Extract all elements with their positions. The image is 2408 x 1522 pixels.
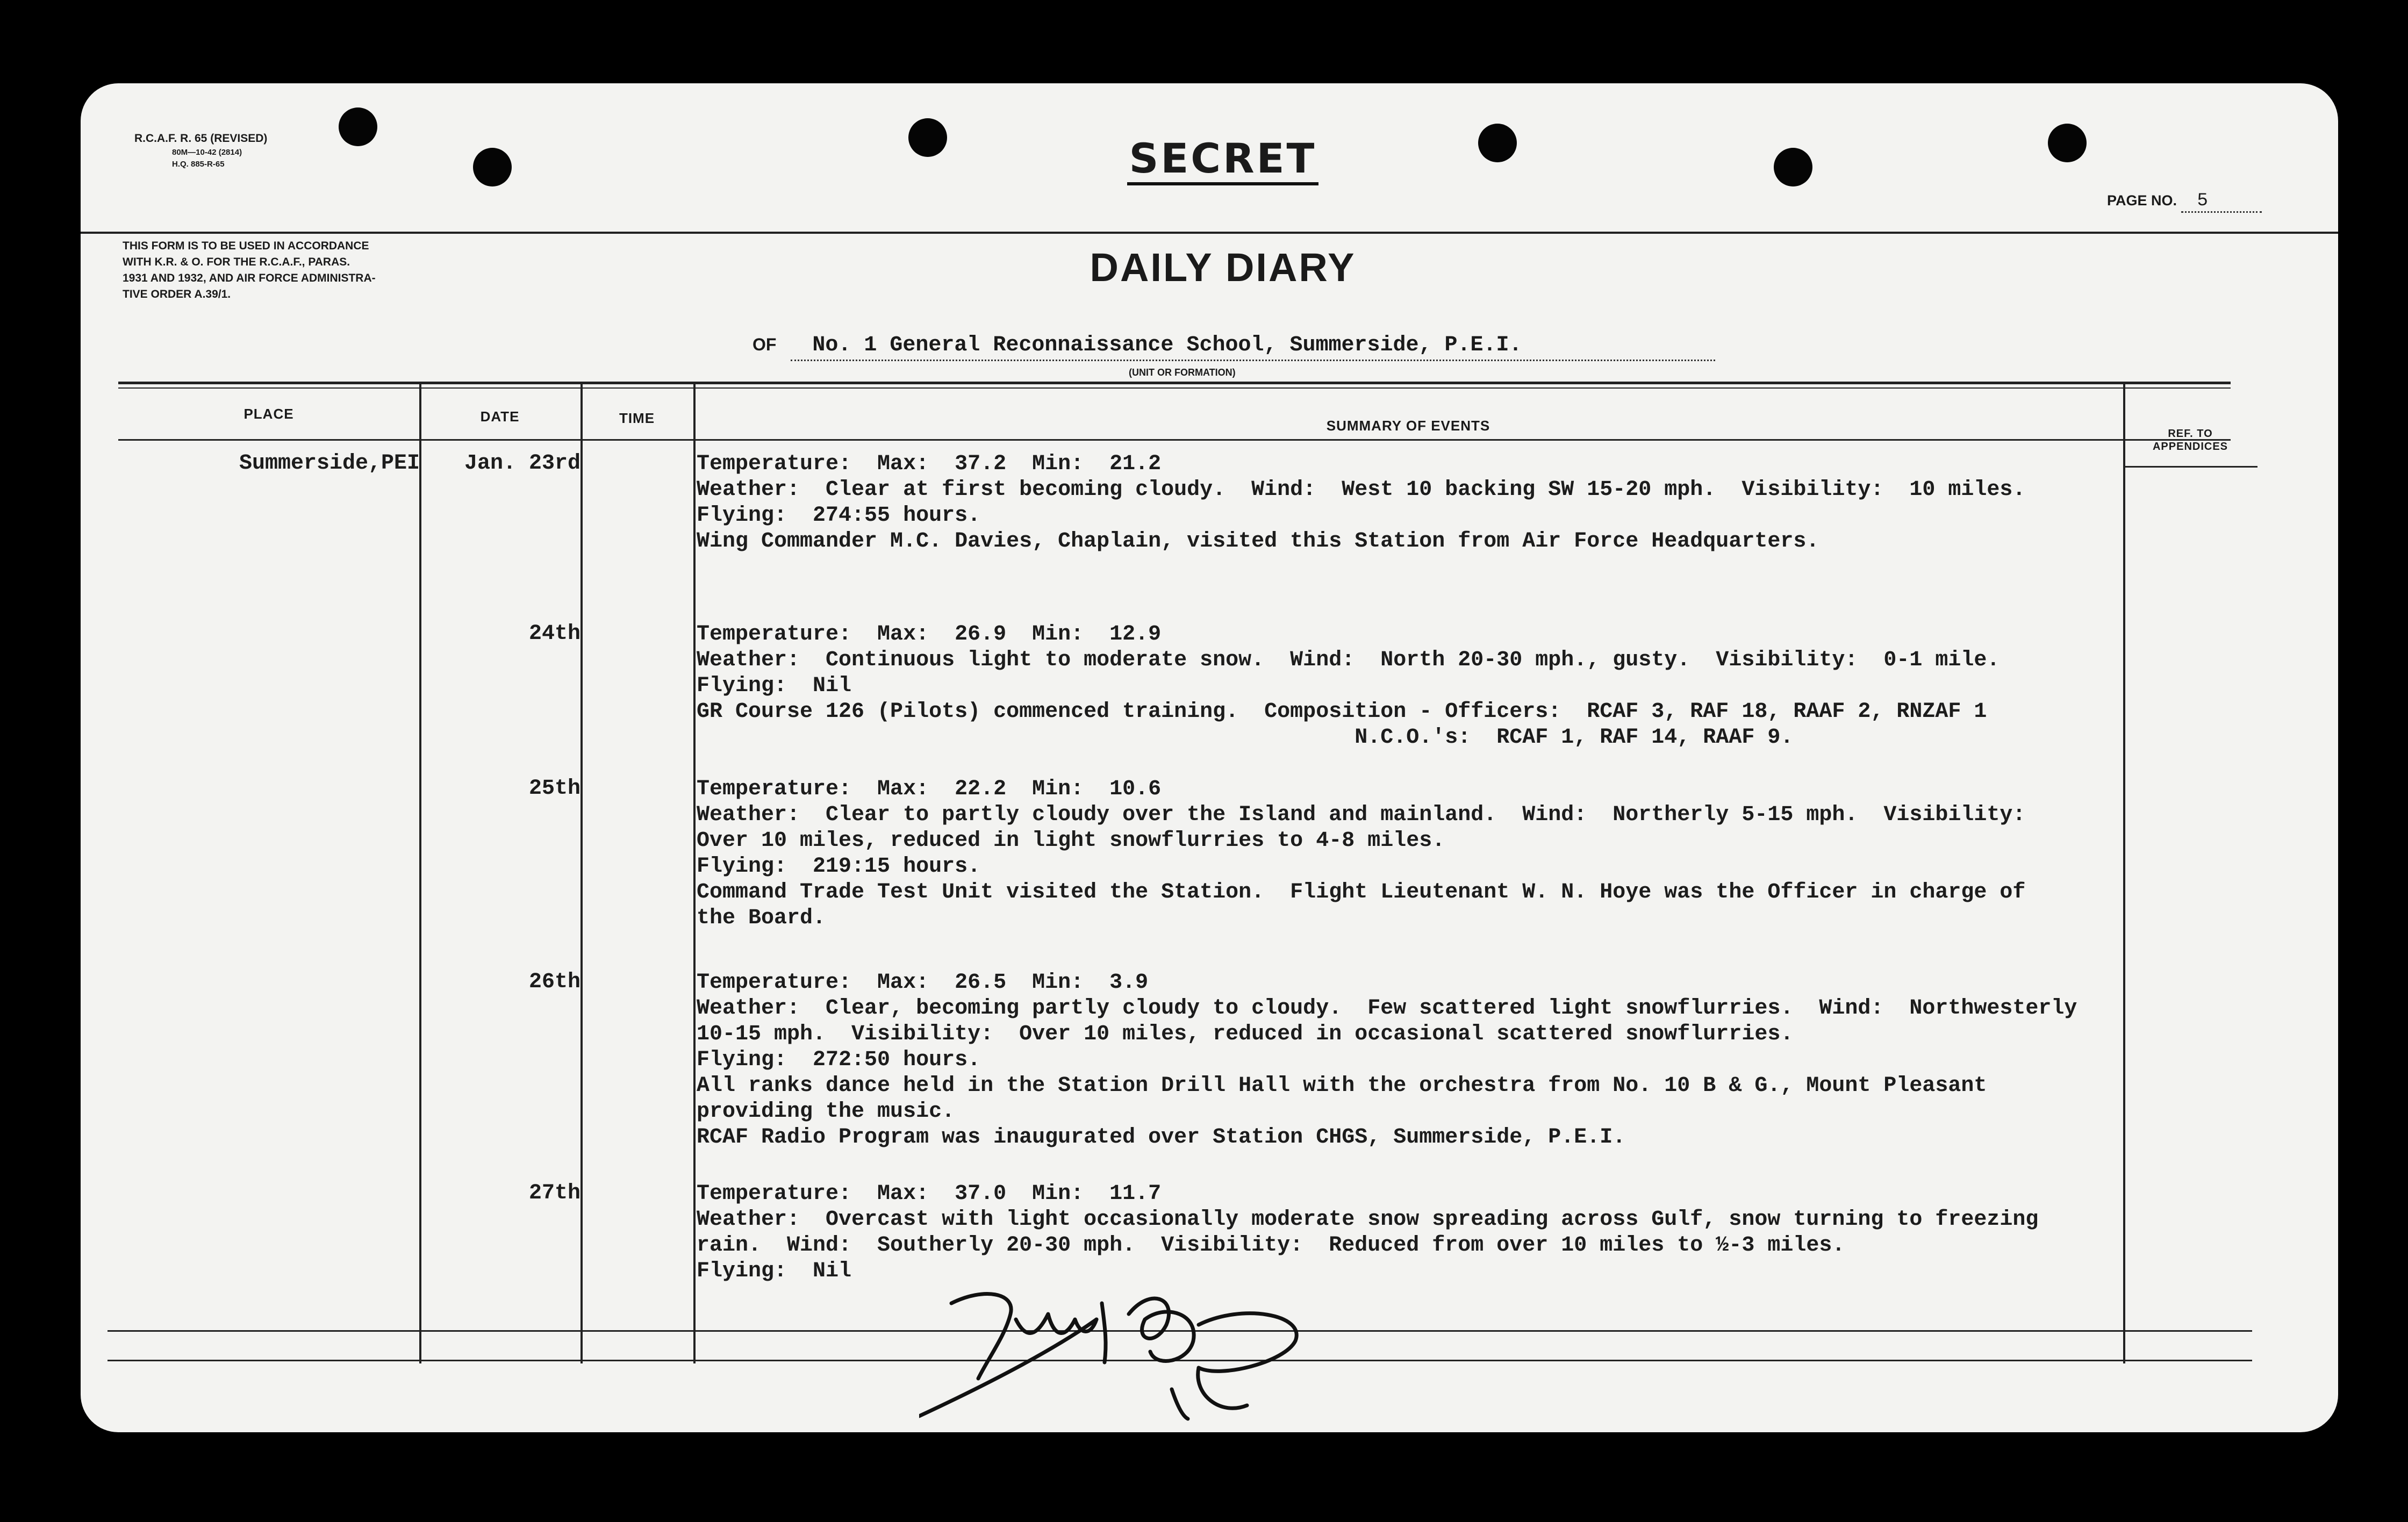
- event-line: N.C.O.'s: RCAF 1, RAF 14, RAAF 9.: [697, 726, 1794, 750]
- unit-caption: (UNIT OR FORMATION): [1129, 367, 1236, 378]
- place-value: Summerside,PEI: [239, 451, 420, 476]
- event-line: RCAF Radio Program was inaugurated over Station CHGS, Summerside, P.E.I.: [697, 1125, 1626, 1150]
- column-divider: [693, 384, 696, 1363]
- event-line: GR Course 126 (Pilots) commenced training. Composition - Officers: RCAF 3, RAF 18, RAAF 2, RNZAF 1: [697, 700, 1987, 724]
- handwritten-signature: [919, 1255, 1457, 1427]
- secret-label: SECRET: [1127, 134, 1319, 185]
- page-title: DAILY DIARY: [1090, 245, 1356, 290]
- ref-header-line: APPENDICES: [2152, 441, 2228, 453]
- entry-date: 24th: [528, 622, 580, 646]
- ref-header-line: REF. TO: [2168, 428, 2213, 440]
- date-column: [403, 83, 580, 1319]
- column-header-date: DATE: [480, 408, 520, 425]
- entry-date: 26th: [528, 970, 580, 994]
- ref-header-rule: [2123, 466, 2258, 468]
- instruction-line: THIS FORM IS TO BE USED IN ACCORDANCE: [123, 240, 369, 252]
- column-header-summary: SUMMARY OF EVENTS: [1326, 418, 1490, 434]
- column-divider: [580, 384, 583, 1363]
- unit-line: [752, 333, 1715, 361]
- of-label: OF: [752, 335, 777, 354]
- form-hq-code: H.Q. 885-R-65: [172, 160, 225, 169]
- column-header-place: PLACE: [243, 406, 294, 422]
- entry-date: Jan. 23rd: [464, 451, 580, 476]
- event-line: Flying: 274:55 hours.: [697, 504, 981, 528]
- event-line: Weather: Clear, becoming partly cloudy to cloudy. Few scattered light snowflurries. Wind: Northwesterly: [697, 996, 2077, 1021]
- instruction-line: WITH K.R. & O. FOR THE R.C.A.F., PARAS.: [123, 256, 350, 268]
- event-line: Weather: Clear to partly cloudy over the Island and mainland. Wind: Northerly 5-15 mph. Visibility:: [697, 803, 2026, 827]
- event-line: Temperature: Max: 37.0 Min: 11.7: [697, 1182, 1162, 1206]
- form-print-code: 80M—10-42 (2814): [172, 148, 242, 157]
- page-number: [2107, 191, 2262, 213]
- event-line: All ranks dance held in the Station Drill Hall with the orchestra from No. 10 B & G., Mount Pleasant: [697, 1074, 1987, 1098]
- page-label: PAGE NO.: [2107, 192, 2177, 209]
- instruction-line: TIVE ORDER A.39/1.: [123, 288, 231, 300]
- entry-block: [697, 451, 2025, 555]
- event-line: Temperature: Max: 26.9 Min: 12.9: [697, 622, 1162, 647]
- event-line: Temperature: Max: 26.5 Min: 3.9: [697, 971, 1149, 995]
- event-line: Weather: Clear at first becoming cloudy. Wind: West 10 backing SW 15-20 mph. Visibility: 10 miles.: [697, 478, 2026, 502]
- entry-block: [697, 622, 2000, 751]
- event-line: providing the music.: [697, 1100, 955, 1124]
- unit-name: No. 1 General Reconnaissance School, Summerside, P.E.I.: [791, 333, 1715, 361]
- entry-block: [697, 970, 2077, 1151]
- column-divider: [2123, 384, 2125, 1363]
- page-value: 5: [2181, 191, 2262, 213]
- event-line: Weather: Overcast with light occasionally moderate snow spreading across Gulf, snow turning to freezing: [697, 1208, 2039, 1232]
- event-line: Flying: Nil: [697, 674, 852, 698]
- event-line: Command Trade Test Unit visited the Station. Flight Lieutenant W. N. Hoye was the Officer in charge of: [697, 880, 2026, 904]
- column-header-ref: [2123, 427, 2258, 453]
- form-number: R.C.A.F. R. 65 (REVISED): [134, 132, 268, 145]
- event-line: Over 10 miles, reduced in light snowflurries to 4-8 miles.: [697, 829, 1445, 853]
- event-line: the Board.: [697, 906, 826, 930]
- column-header-time: TIME: [619, 410, 655, 426]
- entry-date: 27th: [528, 1181, 580, 1205]
- instruction-line: 1931 AND 1932, AND AIR FORCE ADMINISTRA-: [123, 272, 376, 284]
- event-line: Temperature: Max: 37.2 Min: 21.2: [697, 452, 1162, 476]
- event-line: rain. Wind: Southerly 20-30 mph. Visibility: Reduced from over 10 miles to ½-3 miles.: [697, 1233, 1845, 1258]
- event-line: Temperature: Max: 22.2 Min: 10.6: [697, 777, 1162, 801]
- diary-sheet: [81, 83, 2338, 1432]
- event-line: Wing Commander M.C. Davies, Chaplain, visited this Station from Air Force Headquarters.: [697, 529, 1819, 554]
- entry-date: 25th: [528, 777, 580, 801]
- event-line: Flying: 272:50 hours.: [697, 1048, 981, 1072]
- entry-block: [697, 777, 2025, 931]
- event-line: Flying: Nil: [697, 1259, 852, 1283]
- event-line: Weather: Continuous light to moderate snow. Wind: North 20-30 mph., gusty. Visibility: 0-1 mile.: [697, 648, 2000, 672]
- event-line: Flying: 219:15 hours.: [697, 855, 981, 879]
- event-line: 10-15 mph. Visibility: Over 10 miles, reduced in occasional scattered snowflurries.: [697, 1022, 1794, 1046]
